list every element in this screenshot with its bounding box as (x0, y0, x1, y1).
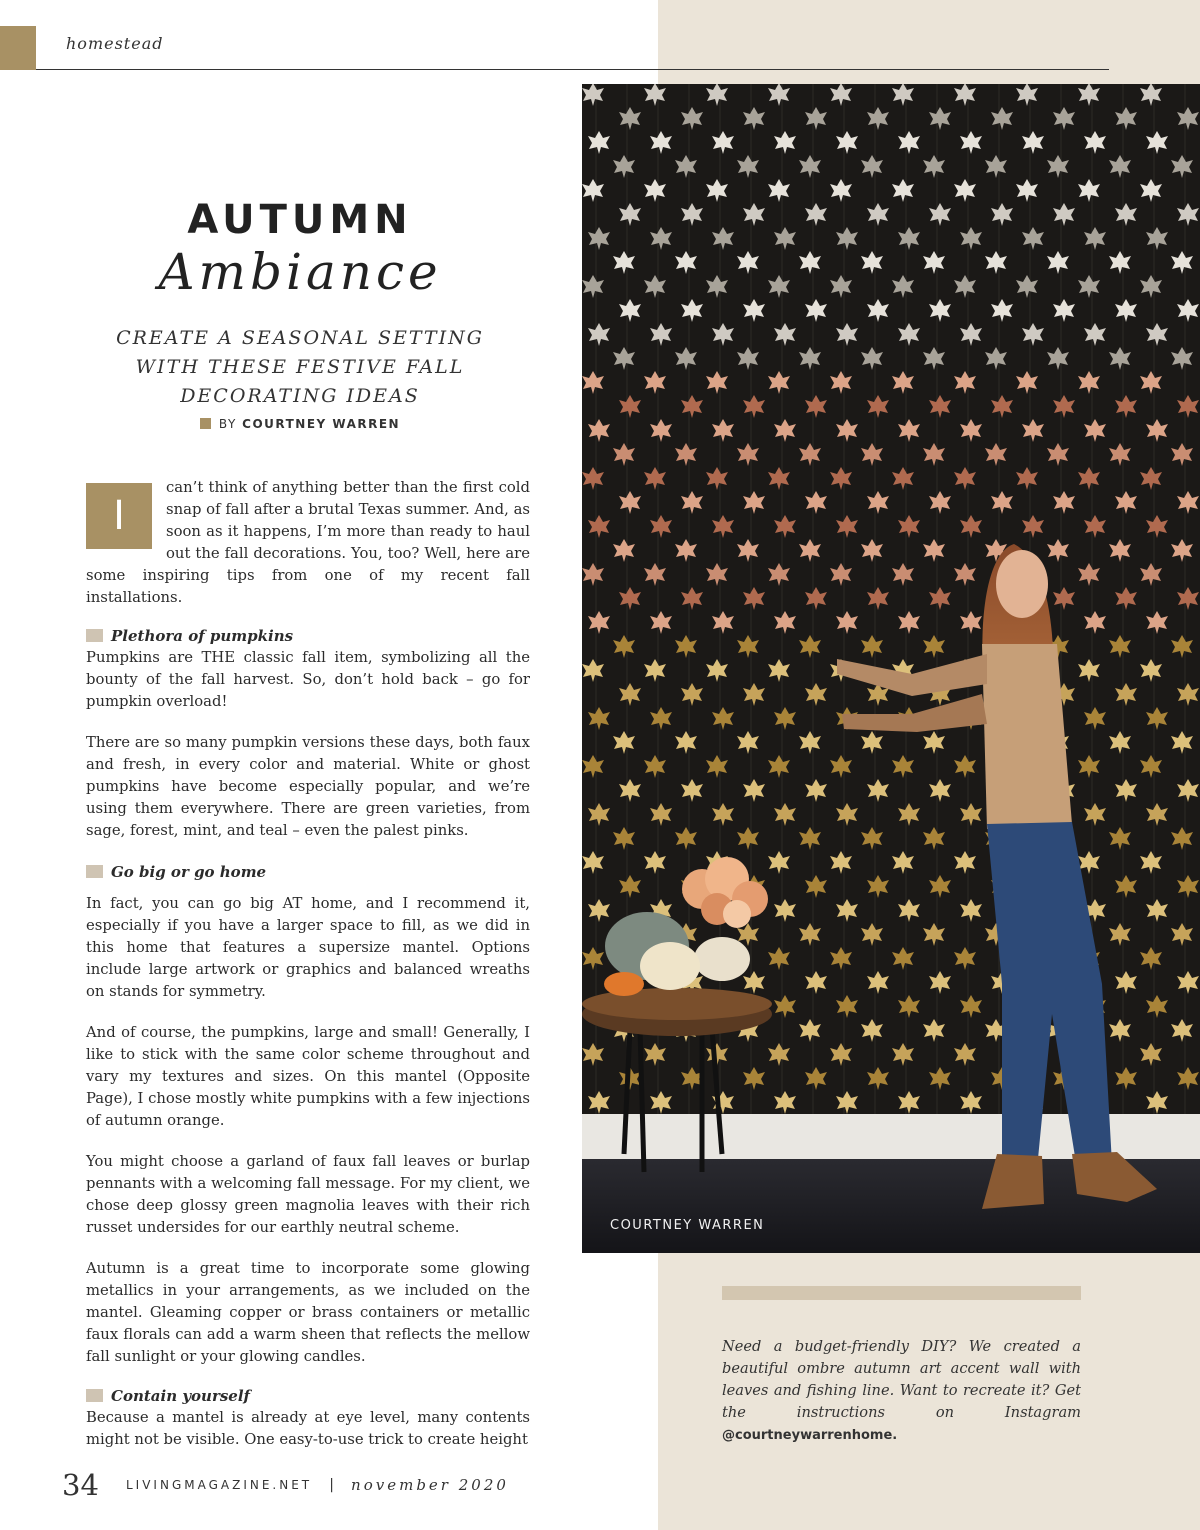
orange-pumpkin (604, 972, 644, 996)
subhead-contain: Contain yourself (86, 1385, 530, 1407)
page-number: 34 (62, 1468, 99, 1502)
header-rule (36, 69, 1109, 70)
photo-credit: COURTNEY WARREN (610, 1218, 765, 1233)
section-marker (0, 26, 36, 70)
intro-paragraph: can’t think of anything better than the first cold snap of fall after a brutal Texas summer. And, as soon as it happens, I’m more than ready to haul out the fall decorations. You, too? Well, here are some inspiring tips from one of my recent fall installations. (86, 479, 530, 606)
white-pumpkin (694, 937, 750, 981)
paragraph: Autumn is a great time to incorporate some glowing metallics in your arrangements, as we included on the mantel. Gleaming copper or brass containers or metallic faux florals can add a warm sheen that reflects the mellow fall sunlight or your glowing candles. (86, 1260, 530, 1365)
photo-caption: Need a budget-friendly DIY? We created a beautiful ombre autumn art accent wall with leaves and fishing line. Want to recreate it? Get the instructions on Instagram @courtneywarrenhome. (722, 1338, 1081, 1443)
instagram-handle: @courtneywarrenhome. (722, 1428, 898, 1443)
sweater (982, 644, 1072, 829)
title-top: AUTUMN (187, 197, 413, 243)
subhead-square-icon (86, 629, 103, 642)
subhead-square-icon (86, 1389, 103, 1402)
section-label: homestead (66, 34, 164, 53)
paragraph: In fact, you can go big AT home, and I recommend it, especially if you have a larger space to fill, as we did in this home that features a supersize mantel. Options include large artwork or graphics and balanced wreaths on stands for symmetry. (86, 895, 530, 1000)
subhead-square-icon (86, 865, 103, 878)
paragraph: You might choose a garland of faux fall leaves or burlap pennants with a welcoming fall message. For my client, we chose deep glossy green magnolia leaves with their rich russet undersides for our earthly neutral scheme. (86, 1153, 530, 1236)
leaf-wall-photo (582, 84, 1200, 1253)
byline-prefix: BY (218, 417, 237, 431)
feature-photo (582, 84, 1200, 1253)
deck: CREATE A SEASONAL SETTING WITH THESE FESTIVE FALL DECORATING IDEAS (116, 327, 484, 407)
subhead-pumpkins: Plethora of pumpkins (86, 625, 530, 647)
subhead-go-big: Go big or go home (86, 861, 530, 883)
article-body (86, 477, 530, 1470)
byline-square-icon (200, 418, 211, 429)
paragraph: There are so many pumpkin versions these days, both faux and fresh, in every color and material. White or ghost pumpkins have become especially popular, and we’re using them everywhere. There are green varieties, from sage, forest, mint, and teal – even the palest pinks. (86, 734, 530, 839)
byline-author: COURTNEY WARREN (242, 417, 401, 431)
paragraph: Pumpkins are THE classic fall item, symbolizing all the bounty of the fall harvest. So, don’t hold back – go for pumpkin overload! (86, 649, 530, 710)
caption-rule (722, 1286, 1081, 1300)
footer (62, 1468, 509, 1502)
footer-separator: | (329, 1477, 334, 1493)
footer-date: november 2020 (351, 1476, 509, 1494)
paragraph: And of course, the pumpkins, large and small! Generally, I like to stick with the same color scheme throughout and vary my textures and sizes. On this mantel (Opposite Page), I chose mostly white pumpkins with a few injections of autumn orange. (86, 1024, 530, 1129)
title-bottom: Ambiance (158, 243, 442, 301)
footer-site: LIVINGMAGAZINE.NET (126, 1478, 313, 1492)
paragraph: Because a mantel is already at eye level, many contents might not be visible. One easy-to-use trick to create height (86, 1409, 530, 1448)
title-block (70, 196, 530, 431)
dark-wall (582, 84, 1200, 1253)
byline (70, 417, 530, 431)
drop-cap: I (86, 483, 152, 549)
white-pumpkin (640, 942, 700, 990)
